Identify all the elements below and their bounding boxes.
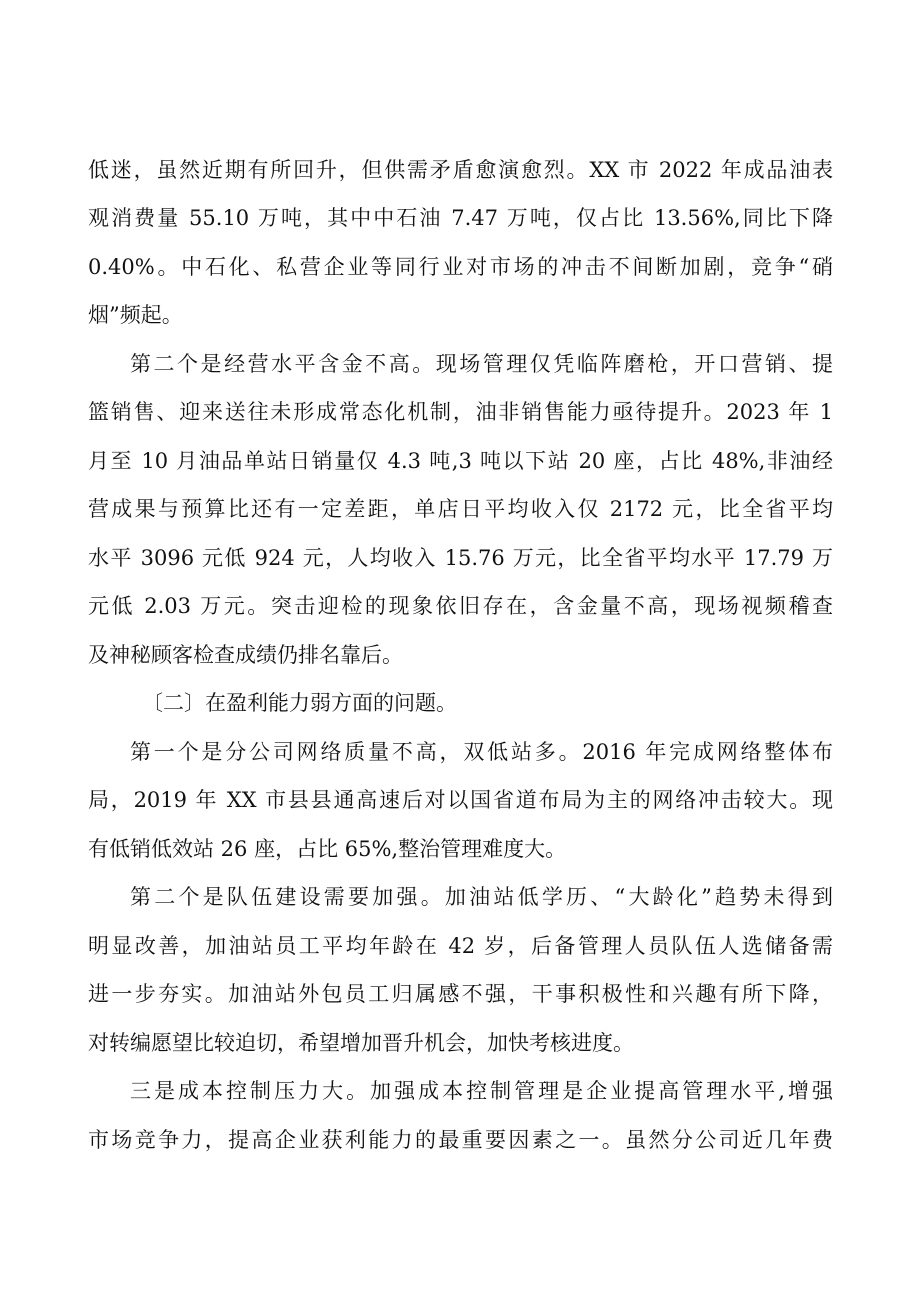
text-line: 篮销售、迎来送往未形成常态化机制，油非销售能力亟待提升。2023 年 1 — [88, 400, 833, 424]
text-line: 营成果与预算比还有一定差距，单店日平均收入仅 2172 元，比全省平均 — [88, 497, 833, 521]
text-line: 烟”频起。 — [88, 303, 183, 327]
text-line: 明显改善，加油站员工平均年龄在 42 岁，后备管理人员队伍人选储备需 — [88, 934, 833, 958]
text-line: 市场竞争力，提高企业获利能力的最重要因素之一。虽然分公司近几年费 — [88, 1128, 833, 1152]
text-line: 对转编愿望比较迫切，希望增加晋升机会，加快考核进度。 — [88, 1031, 634, 1055]
paragraph-first-line: 第二个是队伍建设需要加强。加油站低学历、“大龄化”趋势未得到 — [130, 885, 833, 909]
text-line: 元低 2.03 万元。突击迎检的现象依旧存在，含金量不高，现场视频稽查 — [88, 594, 833, 618]
paragraph-first-line: 第二个是经营水平含金不高。现场管理仅凭临阵磨枪，开口营销、提 — [130, 352, 833, 376]
section-heading: 〔二〕在盈利能力弱方面的问题。 — [142, 691, 457, 715]
text-line: 局，2019 年 XX 市县县通高速后对以国省道布局为主的网络冲击较大。现 — [88, 788, 833, 812]
text-line: 进一步夯实。加油站外包员工归属感不强，干事积极性和兴趣有所下降， — [88, 982, 833, 1006]
text-line: 水平 3096 元低 924 元，人均收入 15.76 万元，比全省平均水平 17.79 万 — [88, 546, 833, 570]
text-line: 有低销低效站 26 座，占比 65%,整治管理难度大。 — [88, 837, 567, 861]
text-line: 月至 10 月油品单站日销量仅 4.3 吨,3 吨以下站 20 座，占比 48%,非油经 — [88, 449, 833, 473]
paragraph-first-line: 第一个是分公司网络质量不高，双低站多。2016 年完成网络整体布 — [130, 740, 833, 764]
text-line: 0.40%。中石化、私营企业等同行业对市场的冲击不间断加剧，竞争“硝 — [88, 255, 833, 279]
paragraph-first-line: 三是成本控制压力大。加强成本控制管理是企业提高管理水平,增强 — [130, 1079, 833, 1103]
text-line: 观消费量 55.10 万吨，其中中石油 7.47 万吨，仅占比 13.56%,同比下降 — [88, 206, 833, 230]
text-line: 及神秘顾客检查成绩仍排名靠后。 — [88, 643, 403, 667]
text-line: 低迷，虽然近期有所回升，但供需矛盾愈演愈烈。XX 市 2022 年成品油表 — [88, 158, 833, 182]
